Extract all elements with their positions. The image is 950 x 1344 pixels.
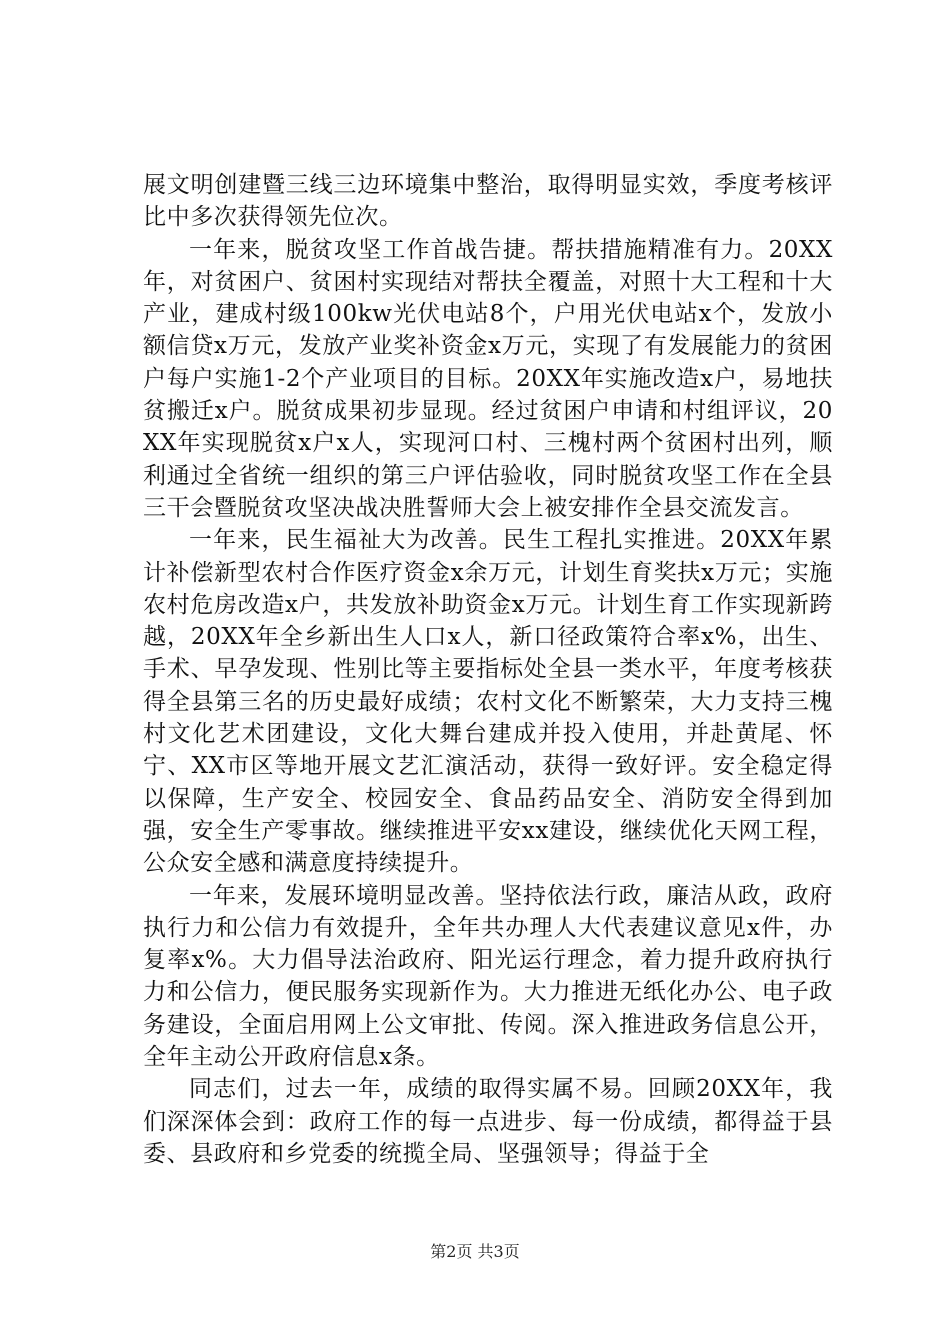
paragraph-poverty-alleviation: 一年来，脱贫攻坚工作首战告捷。帮扶措施精准有力。20XX年，对贫困户、贫困村实现结对帮扶全覆盖，对照十大工程和十大产业，建成村级100kw光伏电站8个，户用光伏电站x个，发放小额信贷x万元，发放产业奖补资金x万元，实现了有发展能力的贫困户每户实施1-2个产业项目的目标。20XX年实施改造x户，易地扶贫搬迁x户。脱贫成果初步显现。经过贫困户申请和村组评议，20XX年实现脱贫x户x人，实现河口村、三槐村两个贫困村出列，顺利通过全省统一组织的第三户评估验收，同时脱贫攻坚工作在全县三干会暨脱贫攻坚决战决胜誓师大会上被安排作全县交流发言。 <box>143 236 833 521</box>
paragraph-civilization: 展文明创建暨三线三边环境集中整治，取得明显实效，季度考核评比中多次获得领先位次。 <box>143 172 833 231</box>
paragraph-review: 同志们，过去一年，成绩的取得实属不易。回顾20XX年，我们深深体会到：政府工作的每一点进步、每一份成绩，都得益于县委、县政府和乡党委的统揽全局、坚强领导；得益于全 <box>143 1076 833 1167</box>
document-body <box>143 169 833 1170</box>
page-footer: 第2页 共3页 <box>430 1242 520 1261</box>
paragraph-livelihood: 一年来，民生福祉大为改善。民生工程扎实推进。20XX年累计补偿新型农村合作医疗资金x余万元，计划生育奖扶x万元；实施农村危房改造x户，共发放补助资金x万元。计划生育工作实现新跨越，20XX年全乡新出生人口x人，新口径政策符合率x%，出生、手术、早孕发现、性别比等主要指标处全县一类水平，年度考核获得全县第三名的历史最好成绩；农村文化不断繁荣，大力支持三槐村文化艺术团建设，文化大舞台建成并投入使用，并赴黄尾、怀宁、XX市区等地开展文艺汇演活动，获得一致好评。安全稳定得以保障，生产安全、校园安全、食品药品安全、消防安全得到加强，安全生产零事故。继续推进平安xx建设，继续优化天网工程，公众安全感和满意度持续提升。 <box>143 527 833 877</box>
paragraph-environment: 一年来，发展环境明显改善。坚持依法行政，廉洁从政，政府执行力和公信力有效提升，全年共办理人大代表建议意见x件，办复率x%。大力倡导法治政府、阳光运行理念，着力提升政府执行力和公信力，便民服务实现新作为。大力推进无纸化办公、电子政务建设，全面启用网上公文审批、传阅。深入推进政务信息公开，全年主动公开政府信息x条。 <box>143 882 833 1071</box>
